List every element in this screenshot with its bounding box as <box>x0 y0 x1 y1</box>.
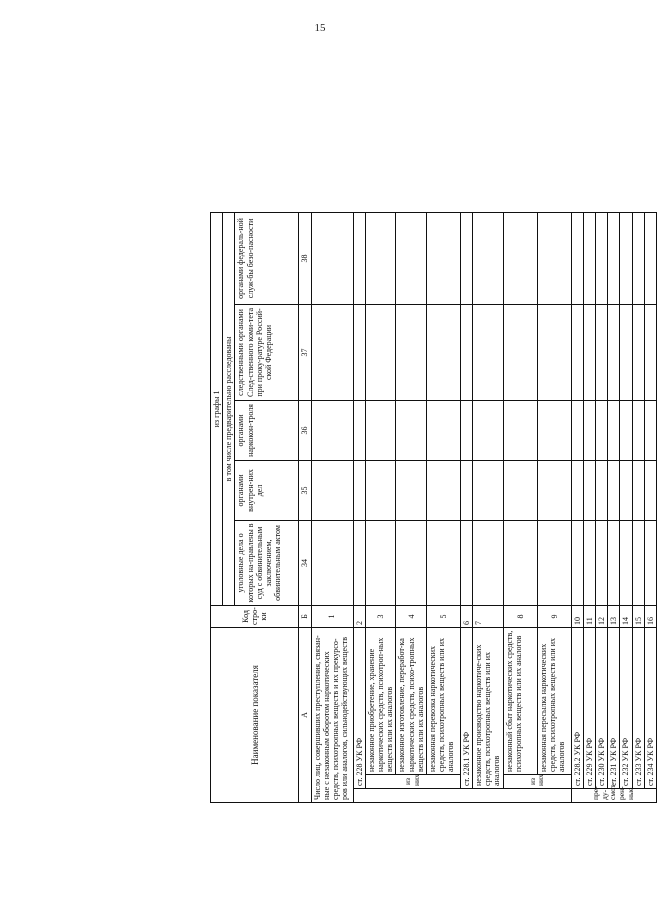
row-code: 11 <box>583 605 595 627</box>
row-code: 7 <box>473 605 504 627</box>
label-iz-nih: из них <box>365 775 460 789</box>
header-group: из графы 1 <box>211 212 223 605</box>
row-code: 9 <box>537 605 571 627</box>
label-predusmotrennye: пре-ду-смот-рен-ные <box>571 789 656 803</box>
row-code: 3 <box>365 605 396 627</box>
row-name: ст. 228.2 УК РФ <box>571 627 583 788</box>
colnum-35: 35 <box>299 460 311 520</box>
row-code: 15 <box>632 605 644 627</box>
colnum-a: А <box>299 627 311 802</box>
row-code: 12 <box>596 605 608 627</box>
header-name-column: Наименование показателя <box>211 627 299 802</box>
row-name: ст. 233 УК РФ <box>632 627 644 788</box>
table-row <box>583 212 595 802</box>
row-name: ст. 229 УК РФ <box>583 627 595 788</box>
row-name: Число лиц, совершивших преступления, связан-ные с незаконным оборотом наркотических средств, психотропных веществ и их прекурсо-ров или аналогов, сильнодействующих веществ <box>311 627 353 802</box>
table-row <box>460 212 472 802</box>
row-code: 8 <box>503 605 537 627</box>
row-name: ст. 231 УК РФ <box>608 627 620 788</box>
colnum-37: 37 <box>299 304 311 400</box>
row-name: незаконное производство наркотиче-ских средств, психотропных веществ или их аналогов <box>473 627 504 788</box>
row-name: незаконная пересылка наркотических средств, психотропных веществ или их аналогов <box>537 627 571 774</box>
table-row <box>608 212 620 802</box>
table-row <box>537 212 571 802</box>
row-code: 5 <box>426 605 460 627</box>
table-row <box>353 212 365 802</box>
row-code: 6 <box>460 605 472 627</box>
row-code: 4 <box>396 605 427 627</box>
header-col-37: следственными органами След-ственного коми-тета при проку-ратуре Россий-ской Федерации <box>235 304 299 400</box>
table-row <box>503 212 537 802</box>
row-code: 1 <box>311 605 353 627</box>
header-col-34: уголовные дела о которых на-правлены в суд с обвинительным заключением, обвинительным актом <box>235 520 299 605</box>
colnum-36: 36 <box>299 400 311 460</box>
row-name: незаконное изготовление, переработ-ка наркотических средств, психо-тропных веществ или их аналогов <box>396 627 427 774</box>
spacer-cell <box>353 789 571 803</box>
page-number: 15 <box>314 22 326 34</box>
table-row <box>311 212 353 802</box>
header-subgroup: в том числе предварительно расследованы <box>223 212 235 605</box>
header-col-36: органами наркокон-троля <box>235 400 299 460</box>
colnum-38: 38 <box>299 212 311 304</box>
colnum-34: 34 <box>299 520 311 605</box>
table-row <box>473 212 504 802</box>
row-name: ст. 228 УК РФ <box>353 627 365 788</box>
row-code: 13 <box>608 605 620 627</box>
header-col-38: органами федераль-ной служ-бы безо-пасности <box>235 212 299 304</box>
statistics-table <box>210 212 657 803</box>
row-name: незаконная перевозка наркотических средств, психотропных веществ или их аналогов <box>426 627 460 774</box>
table-row <box>365 212 396 802</box>
row-code: 14 <box>620 605 632 627</box>
table-row <box>571 212 583 802</box>
row-name: незаконное приобретение, хранение наркотических средств, психотроп-ных веществ или их аналогов <box>365 627 396 774</box>
row-code: 2 <box>353 605 365 627</box>
row-code: 10 <box>571 605 583 627</box>
row-name: ст. 232 УК РФ <box>620 627 632 788</box>
table-row <box>426 212 460 802</box>
row-name: ст. 228.1 УК РФ <box>460 627 472 788</box>
table-row <box>396 212 427 802</box>
table-row <box>596 212 608 802</box>
header-code-column: Код стро-ки <box>211 605 299 627</box>
table-row <box>620 212 632 802</box>
table-row <box>632 212 644 802</box>
colnum-b: Б <box>299 605 311 627</box>
table-row <box>644 212 656 802</box>
header-col-35: органами внутрен-них дел <box>235 460 299 520</box>
row-code: 16 <box>644 605 656 627</box>
row-name: незаконный сбыт наркотических средств, психотропных веществ или их аналогов <box>503 627 537 774</box>
row-name: ст. 230 УК РФ <box>596 627 608 788</box>
rotated-table-container <box>210 213 655 803</box>
label-iz-nih-2: из них <box>503 775 571 789</box>
row-name: ст. 234 УК РФ <box>644 627 656 788</box>
